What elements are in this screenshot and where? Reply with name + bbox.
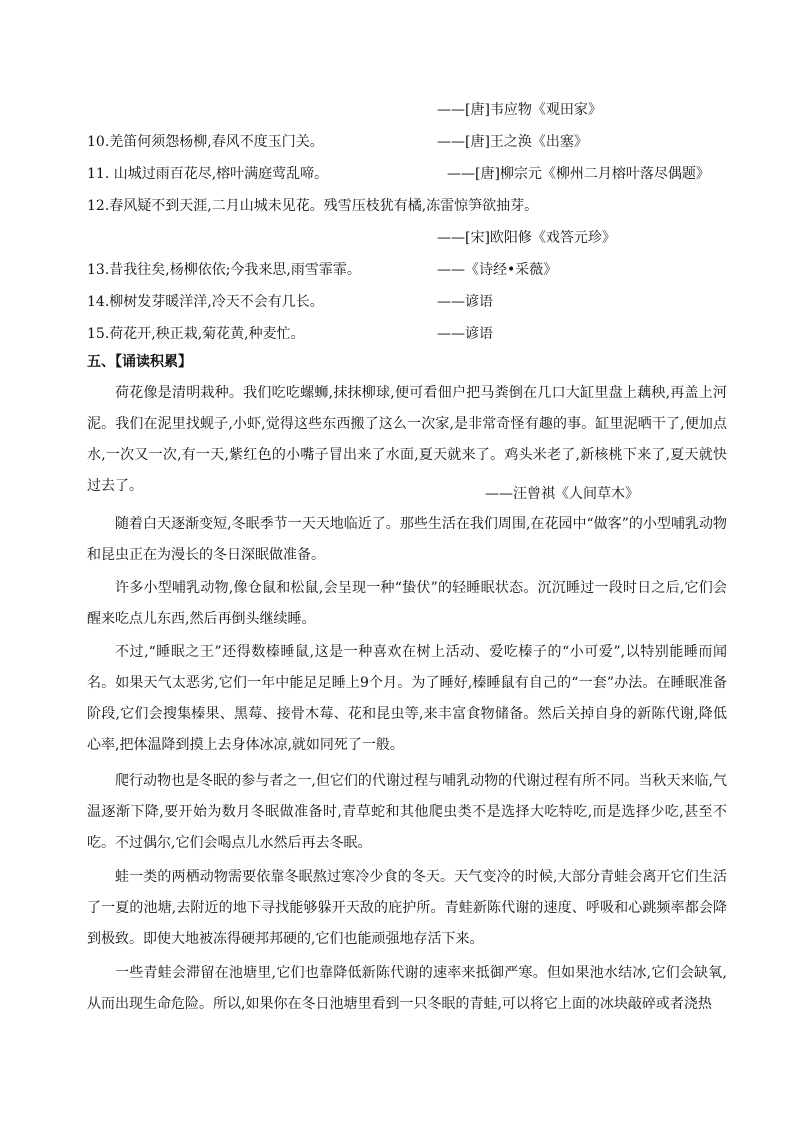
poem-10-source: ——[唐]王之涣《出塞》: [437, 134, 588, 150]
poem-15-text: 15.荷花开,秧正栽,菊花黄,种麦忙。: [87, 326, 305, 342]
poem-10-text: 10.羌笛何须怨杨柳,春风不度玉门关。: [87, 134, 324, 150]
poem-13-text: 13.昔我往矣,杨柳依依;今我来思,雨雪霏霏。: [87, 262, 361, 278]
poem-9-source: ——[唐]韦应物《观田家》: [437, 102, 602, 118]
reading-paragraph-2: 随着白天逐渐变短,冬眠季节一天天地临近了。那些生活在我们周围,在花园中“做客”的小型哺乳动物和昆虫正在为漫长的冬日深眠做准备。: [87, 516, 727, 563]
poem-14-text: 14.柳树发芽暖洋洋,冷天不会有几长。: [87, 294, 324, 310]
reading-paragraph-1-source: ——汪曾祺《人间草木》: [485, 486, 639, 502]
reading-paragraph-5: 爬行动物也是冬眠的参与者之一,但它们的代谢过程与哺乳动物的代谢过程有所不同。当秋天来临,气温逐渐下降,要开始为数月冬眠做准备时,青草蛇和其他爬虫类不是选择大吃特吃,而是选择少吃,甚至不吃。不过偶尔,它们会喝点儿水然后再去冬眠。: [87, 773, 727, 851]
reading-paragraph-6: 蛙一类的两栖动物需要依靠冬眠熬过寒冷少食的冬天。天气变冷的时候,大部分青蛙会离开它们生活了一夏的池塘,去附近的地下寻找能够躲开天敌的庇护所。青蛙新陈代谢的速度、呼吸和心跳频率都会降到极致。即使大地被冻得硬邦邦硬的,它们也能顽强地存活下来。: [87, 869, 727, 947]
section-heading: 五、【诵读积累】: [87, 354, 192, 370]
poem-12-source: ——[宋]欧阳修《戏答元珍》: [437, 230, 616, 246]
poem-15-source: ——谚语: [437, 326, 493, 342]
reading-paragraph-1: 荷花像是清明栽种。我们吃吃螺蛳,抹抹柳球,便可看佃户把马粪倒在几口大缸里盘上藕秧,再盖上河泥。我们在泥里找蚬子,小虾,觉得这些东西搬了这么一次家,是非常奇怪有趣的事。缸里泥晒干了,便加点水,一次又一次,有一天,紫红色的小嘴子冒出来了水面,夏天就来了。鸡头米老了,新核桃下来了,夏天就快过去了。: [87, 385, 727, 494]
poem-11-source: ——[唐]柳宗元《柳州二月榕叶落尽偶题》: [447, 166, 710, 182]
poem-14-source: ——谚语: [437, 294, 493, 310]
poem-11-text: 11. 山城过雨百花尽,榕叶满庭莺乱啼。: [87, 166, 329, 182]
reading-paragraph-4: 不过,“睡眠之王”还得数榛睡鼠,这是一种喜欢在树上活动、爱吃榛子的“小可爱”,以特别能睡而闻名。如果天气太恶劣,它们一年中能足足睡上9个月。为了睡好,榛睡鼠有自己的“一套”办法。在睡眠准备阶段,它们会搜集榛果、黑莓、接骨木莓、花和昆虫等,来丰富食物储备。然后关掉自身的新陈代谢,降低心率,把体温降到摸上去身体冰凉,就如同死了一般。: [87, 644, 727, 753]
reading-paragraph-7: 一些青蛙会滞留在池塘里,它们也靠降低新陈代谢的速率来抵御严寒。但如果池水结冰,它们会缺氧,从而出现生命危险。所以,如果你在冬日池塘里看到一只冬眠的青蛙,可以将它上面的冰块敲碎或者浇热: [87, 965, 727, 1012]
poem-12-text: 12.春风疑不到天涯,二月山城未见花。残雪压枝犹有橘,冻雷惊笋欲抽芽。: [87, 198, 539, 214]
poem-13-source: ——《诗经•采薇》: [437, 262, 558, 278]
reading-paragraph-3: 许多小型哺乳动物,像仓鼠和松鼠,会呈现一种“蛰伏”的轻睡眠状态。沉沉睡过一段时日之后,它们会醒来吃点儿东西,然后再倒头继续睡。: [87, 580, 727, 627]
